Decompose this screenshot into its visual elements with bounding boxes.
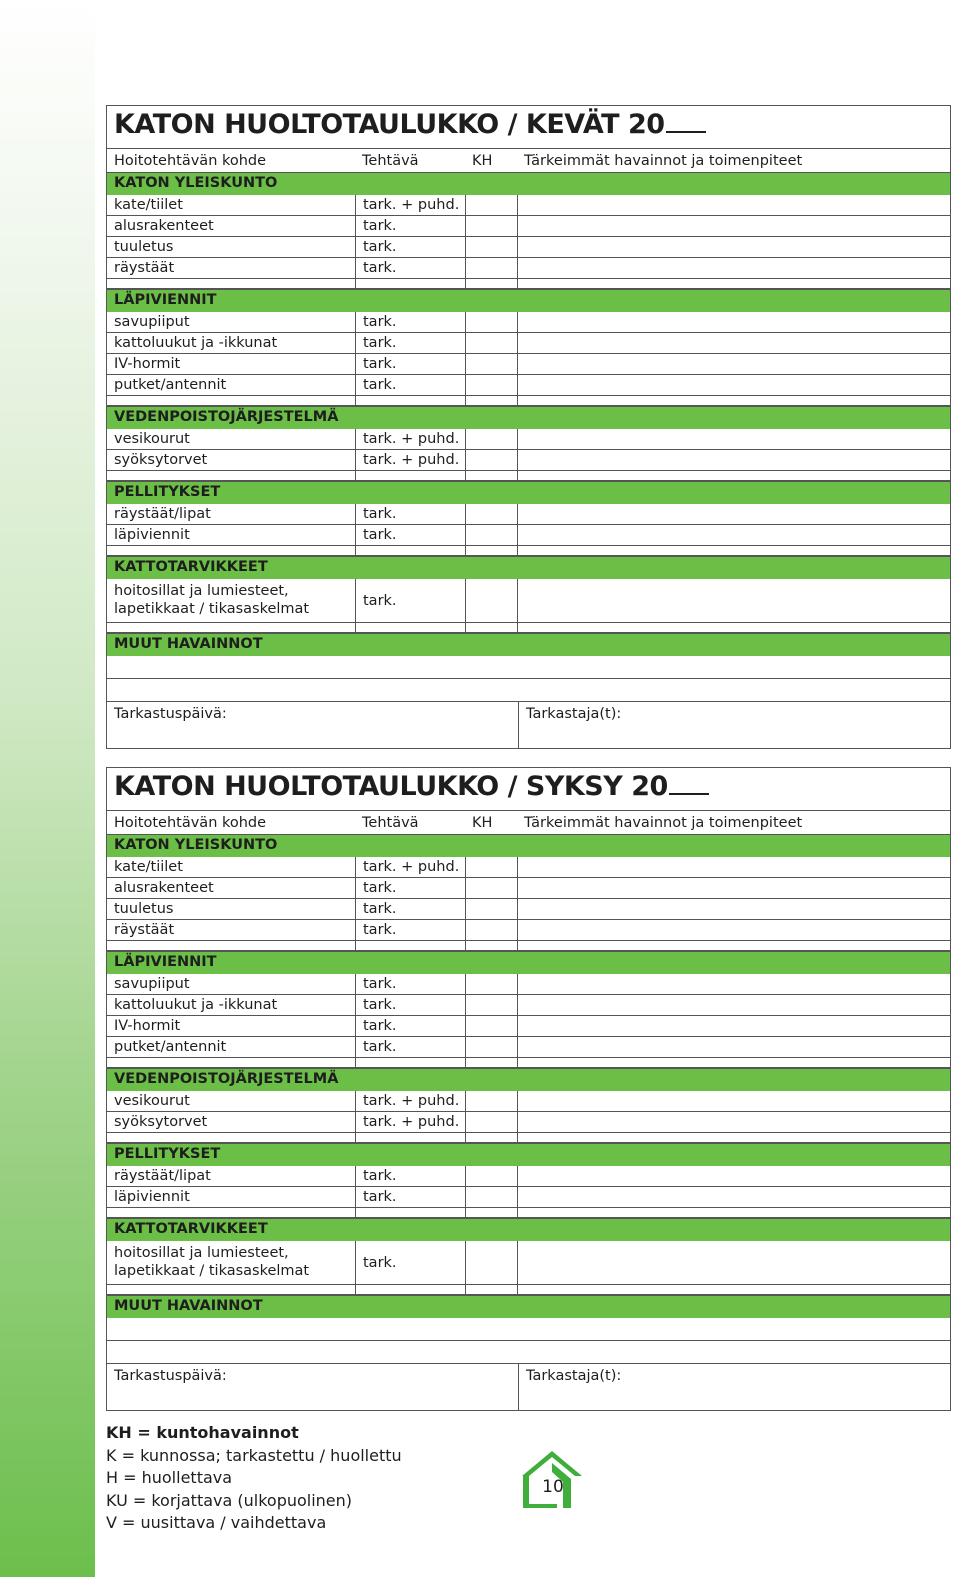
spacer-cell — [465, 623, 517, 632]
table-row — [107, 1112, 950, 1133]
table-row — [107, 429, 950, 450]
notes-field[interactable] — [517, 579, 950, 622]
year-blank-line — [669, 769, 709, 795]
table-row — [107, 333, 950, 354]
row-target: putket/antennit — [114, 1039, 227, 1055]
row-task: tark. — [355, 878, 465, 898]
table-row — [107, 312, 950, 333]
notes-field[interactable] — [517, 1091, 950, 1111]
kh-field[interactable] — [465, 857, 517, 877]
notes-field[interactable] — [517, 525, 950, 545]
table-row — [107, 1016, 950, 1037]
legend-title: KH = kuntohavainnot — [106, 1423, 299, 1442]
kh-field[interactable] — [465, 1112, 517, 1132]
spacer-row — [107, 279, 950, 289]
spacer-cell — [517, 1208, 950, 1217]
row-task: tark. — [355, 312, 465, 332]
kh-field[interactable] — [465, 375, 517, 395]
house-icon — [519, 1448, 585, 1510]
row-task: tark. + puhd. — [355, 1112, 465, 1132]
notes-field[interactable] — [517, 216, 950, 236]
notes-field[interactable] — [517, 237, 950, 257]
signature-row — [107, 1364, 950, 1410]
row-task: tark. — [355, 504, 465, 524]
spacer-cell — [107, 396, 355, 405]
page-number-badge — [519, 1448, 585, 1510]
signature-row — [107, 702, 950, 748]
spacer-cell — [465, 471, 517, 480]
year-blank-line — [666, 107, 706, 133]
spacer-cell — [517, 471, 950, 480]
spacer-row — [107, 1133, 950, 1143]
column-header-kh: KH — [472, 153, 493, 169]
notes-field[interactable] — [517, 195, 950, 215]
notes-field[interactable] — [517, 354, 950, 374]
notes-field[interactable] — [517, 375, 950, 395]
section-header: VEDENPOISTOJÄRJESTELMÄ — [107, 406, 950, 429]
legend-entry: V = uusittava / vaihdettava — [106, 1513, 327, 1532]
table-row — [107, 579, 950, 623]
table-row — [107, 237, 950, 258]
notes-field[interactable] — [517, 333, 950, 353]
spacer-cell — [517, 1133, 950, 1142]
form-title — [107, 768, 950, 811]
spacer-cell — [465, 1208, 517, 1217]
column-header-target: Hoitotehtävän kohde — [114, 815, 267, 831]
kh-field[interactable] — [465, 1241, 517, 1284]
kh-field[interactable] — [465, 974, 517, 994]
table-row — [107, 995, 950, 1016]
kh-field[interactable] — [465, 504, 517, 524]
section-header: LÄPIVIENNIT — [107, 289, 950, 312]
row-target: räystäät — [114, 922, 175, 938]
row-target: alusrakenteet — [114, 880, 214, 896]
table-row — [107, 974, 950, 995]
table-row — [107, 878, 950, 899]
kh-field[interactable] — [465, 920, 517, 940]
row-task: tark. + puhd. — [355, 195, 465, 215]
table-row — [107, 1241, 950, 1285]
spacer-cell — [355, 941, 465, 950]
kh-field[interactable] — [465, 237, 517, 257]
other-observations-header: MUUT HAVAINNOT — [107, 633, 950, 656]
section-header: KATON YLEISKUNTO — [107, 172, 950, 195]
spacer-row — [107, 1058, 950, 1068]
row-task: tark. — [355, 216, 465, 236]
other-observations-header: MUUT HAVAINNOT — [107, 1295, 950, 1318]
kh-field[interactable] — [465, 1037, 517, 1057]
table-row — [107, 920, 950, 941]
row-target: vesikourut — [114, 431, 190, 447]
spacer-cell — [107, 623, 355, 632]
column-header-notes: Tärkeimmät havainnot ja toimenpiteet — [524, 815, 803, 831]
inspection-date-field[interactable]: Tarkastuspäivä: — [114, 1368, 227, 1384]
spacer-cell — [107, 1058, 355, 1067]
notes-field[interactable] — [517, 1112, 950, 1132]
kh-field[interactable] — [465, 899, 517, 919]
column-header-target: Hoitotehtävän kohde — [114, 153, 267, 169]
spacer-cell — [517, 396, 950, 405]
row-target: syöksytorvet — [114, 452, 208, 468]
form-title — [107, 106, 950, 149]
other-observations-line[interactable] — [107, 679, 950, 702]
notes-field[interactable] — [517, 1241, 950, 1284]
row-task: tark. — [355, 899, 465, 919]
side-gradient-bar — [0, 0, 95, 1577]
legend-entry: KU = korjattava (ulkopuolinen) — [106, 1490, 353, 1510]
spacer-cell — [517, 623, 950, 632]
kh-field[interactable] — [465, 1016, 517, 1036]
spacer-cell — [465, 279, 517, 288]
row-task: tark. + puhd. — [355, 1091, 465, 1111]
notes-field[interactable] — [517, 504, 950, 524]
section-header: LÄPIVIENNIT — [107, 951, 950, 974]
table-row — [107, 525, 950, 546]
section-header: KATTOTARVIKKEET — [107, 556, 950, 579]
row-task: tark. — [355, 333, 465, 353]
spacer-cell — [107, 1285, 355, 1294]
row-task: tark. + puhd. — [355, 857, 465, 877]
row-task: tark. + puhd. — [355, 429, 465, 449]
inspector-field[interactable]: Tarkastaja(t): — [518, 1364, 950, 1410]
kh-field[interactable] — [465, 450, 517, 470]
spring-maintenance-table — [106, 105, 951, 749]
kh-field[interactable] — [465, 216, 517, 236]
autumn-maintenance-table — [106, 767, 951, 1411]
spacer-cell — [107, 546, 355, 555]
table-row — [107, 857, 950, 878]
row-task: tark. — [355, 579, 465, 622]
row-target: tuuletus — [114, 239, 174, 255]
notes-field[interactable] — [517, 429, 950, 449]
row-target: läpiviennit — [114, 1189, 190, 1205]
spacer-cell — [465, 1285, 517, 1294]
kh-field[interactable] — [465, 354, 517, 374]
table-row — [107, 216, 950, 237]
row-task: tark. — [355, 1241, 465, 1284]
legend-entry: K = kunnossa; tarkastettu / huollettu — [106, 1445, 402, 1465]
row-task: tark. + puhd. — [355, 450, 465, 470]
table-row — [107, 450, 950, 471]
table-row — [107, 1187, 950, 1208]
row-target: savupiiput — [114, 976, 190, 992]
form-title-text: KATON HUOLTOTAULUKKO / KEVÄT 20 — [114, 109, 665, 140]
column-header-row — [107, 811, 950, 834]
row-task: tark. — [355, 354, 465, 374]
kh-field[interactable] — [465, 258, 517, 278]
row-task: tark. — [355, 375, 465, 395]
spacer-cell — [517, 279, 950, 288]
inspection-date-field[interactable]: Tarkastuspäivä: — [114, 706, 227, 722]
spacer-cell — [107, 279, 355, 288]
row-task: tark. — [355, 237, 465, 257]
spacer-cell — [355, 546, 465, 555]
spacer-row — [107, 1208, 950, 1218]
inspector-field[interactable]: Tarkastaja(t): — [518, 702, 950, 748]
notes-field[interactable] — [517, 899, 950, 919]
spacer-cell — [107, 1133, 355, 1142]
spacer-row — [107, 623, 950, 633]
row-target: kattoluukut ja -ikkunat — [114, 997, 278, 1013]
row-target: IV-hormit — [114, 1018, 181, 1034]
notes-field[interactable] — [517, 1016, 950, 1036]
spacer-cell — [355, 471, 465, 480]
notes-field[interactable] — [517, 258, 950, 278]
spacer-row — [107, 471, 950, 481]
row-target: alusrakenteet — [114, 218, 214, 234]
row-task: tark. — [355, 1016, 465, 1036]
row-target: kate/tiilet — [114, 859, 183, 875]
row-target: putket/antennit — [114, 377, 227, 393]
kh-field[interactable] — [465, 995, 517, 1015]
row-task: tark. — [355, 1037, 465, 1057]
legend — [106, 1422, 402, 1535]
row-task: tark. — [355, 1166, 465, 1186]
section-header: VEDENPOISTOJÄRJESTELMÄ — [107, 1068, 950, 1091]
row-target: räystäät — [114, 260, 175, 276]
row-task: tark. — [355, 1187, 465, 1207]
spacer-cell — [355, 396, 465, 405]
row-task: tark. — [355, 995, 465, 1015]
spacer-cell — [107, 941, 355, 950]
other-observations-line[interactable] — [107, 1318, 950, 1341]
spacer-cell — [517, 1058, 950, 1067]
spacer-row — [107, 546, 950, 556]
notes-field[interactable] — [517, 1187, 950, 1207]
spacer-cell — [355, 623, 465, 632]
spacer-cell — [465, 546, 517, 555]
spacer-cell — [355, 1133, 465, 1142]
spacer-row — [107, 941, 950, 951]
row-target: läpiviennit — [114, 527, 190, 543]
legend-entry: H = huollettava — [106, 1468, 233, 1487]
table-row — [107, 899, 950, 920]
row-target: syöksytorvet — [114, 1114, 208, 1130]
notes-field[interactable] — [517, 995, 950, 1015]
column-header-task: Tehtävä — [362, 153, 419, 169]
form-title-text: KATON HUOLTOTAULUKKO / SYKSY 20 — [114, 771, 668, 802]
column-header-notes: Tärkeimmät havainnot ja toimenpiteet — [524, 153, 803, 169]
kh-field[interactable] — [465, 1187, 517, 1207]
table-row — [107, 504, 950, 525]
kh-field[interactable] — [465, 525, 517, 545]
section-header: KATTOTARVIKKEET — [107, 1218, 950, 1241]
row-task: tark. — [355, 920, 465, 940]
table-row — [107, 1091, 950, 1112]
row-task: tark. — [355, 525, 465, 545]
notes-field[interactable] — [517, 878, 950, 898]
spacer-cell — [355, 1058, 465, 1067]
notes-field[interactable] — [517, 1166, 950, 1186]
row-target: hoitosillat ja lumiesteet, lapetikkaat / tikasaskelmat — [114, 1245, 310, 1279]
row-target: vesikourut — [114, 1093, 190, 1109]
spacer-cell — [355, 1285, 465, 1294]
table-row — [107, 1037, 950, 1058]
row-target: hoitosillat ja lumiesteet, lapetikkaat / tikasaskelmat — [114, 583, 310, 617]
column-header-kh: KH — [472, 815, 493, 831]
kh-field[interactable] — [465, 429, 517, 449]
spacer-row — [107, 396, 950, 406]
table-row — [107, 195, 950, 216]
column-header-row — [107, 149, 950, 172]
section-header: PELLITYKSET — [107, 481, 950, 504]
row-target: savupiiput — [114, 314, 190, 330]
table-row — [107, 258, 950, 279]
kh-field[interactable] — [465, 312, 517, 332]
row-target: tuuletus — [114, 901, 174, 917]
row-target: kate/tiilet — [114, 197, 183, 213]
section-header: KATON YLEISKUNTO — [107, 834, 950, 857]
spacer-cell — [465, 1133, 517, 1142]
notes-field[interactable] — [517, 1037, 950, 1057]
column-header-task: Tehtävä — [362, 815, 419, 831]
spacer-cell — [465, 1058, 517, 1067]
other-observations-line[interactable] — [107, 656, 950, 679]
notes-field[interactable] — [517, 450, 950, 470]
spacer-cell — [107, 471, 355, 480]
kh-field[interactable] — [465, 195, 517, 215]
row-target: IV-hormit — [114, 356, 181, 372]
notes-field[interactable] — [517, 312, 950, 332]
spacer-cell — [355, 279, 465, 288]
kh-field[interactable] — [465, 878, 517, 898]
row-target: räystäät/lipat — [114, 1168, 211, 1184]
kh-field[interactable] — [465, 1091, 517, 1111]
table-row — [107, 375, 950, 396]
section-header: PELLITYKSET — [107, 1143, 950, 1166]
spacer-cell — [465, 396, 517, 405]
table-row — [107, 354, 950, 375]
spacer-cell — [465, 941, 517, 950]
other-observations-line[interactable] — [107, 1341, 950, 1364]
spacer-cell — [355, 1208, 465, 1217]
notes-field[interactable] — [517, 920, 950, 940]
notes-field[interactable] — [517, 857, 950, 877]
spacer-cell — [517, 546, 950, 555]
kh-field[interactable] — [465, 333, 517, 353]
page-number: 10 — [542, 1477, 564, 1497]
spacer-cell — [107, 1208, 355, 1217]
table-row — [107, 1166, 950, 1187]
kh-field[interactable] — [465, 579, 517, 622]
spacer-row — [107, 1285, 950, 1295]
row-target: räystäät/lipat — [114, 506, 211, 522]
row-target: kattoluukut ja -ikkunat — [114, 335, 278, 351]
spacer-cell — [517, 941, 950, 950]
notes-field[interactable] — [517, 974, 950, 994]
spacer-cell — [517, 1285, 950, 1294]
row-task: tark. — [355, 258, 465, 278]
kh-field[interactable] — [465, 1166, 517, 1186]
row-task: tark. — [355, 974, 465, 994]
